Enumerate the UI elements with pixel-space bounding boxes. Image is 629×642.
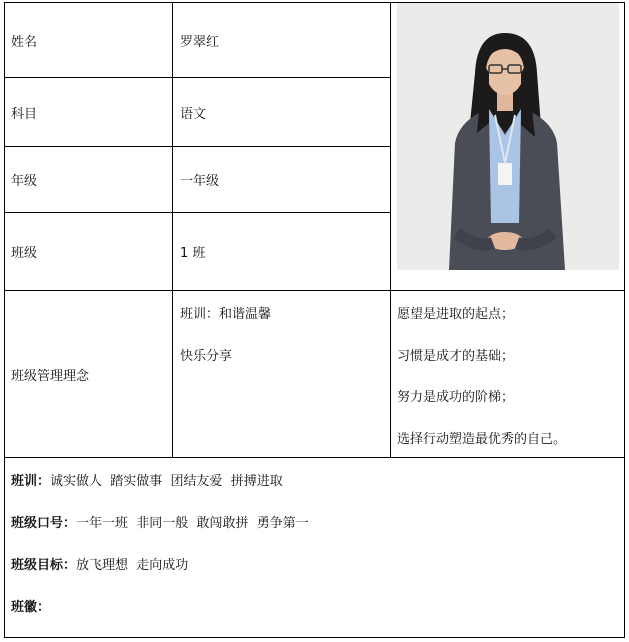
grade-value: 一年级 [180,174,220,189]
quote-line: 努力是成功的阶梯； [397,390,515,405]
class-motto-value: 诚实做人 踏实做事 团结友爱 拼搏进取 [50,474,283,489]
class-value-cell [173,213,390,290]
class-info-section [4,458,624,637]
quote-line: 愿望是进取的起点； [397,307,515,322]
class-value: 1 班 [180,246,206,261]
subject-label-cell [4,78,172,146]
class-goal-line [11,554,188,573]
grade-label-cell [4,147,172,212]
table-border-bottom [4,637,625,638]
motto-line-1: 班训：和谐温馨 [180,307,272,322]
class-goal-key: 班级目标： [11,558,77,573]
grade-value-cell [173,147,390,212]
class-slogan-key: 班级口号： [11,516,77,531]
class-motto-key: 班训： [11,474,51,489]
name-label-cell [4,3,172,77]
class-label: 班级 [11,246,38,261]
grade-label: 年级 [11,174,38,189]
class-badge-key: 班徽： [11,600,51,615]
motto-line-2: 快乐分享 [180,349,233,364]
name-value: 罗翠红 [180,34,220,50]
teacher-profile-table [4,2,625,638]
quote-line: 习惯是成才的基础； [397,349,515,364]
class-badge-line [11,596,50,615]
name-label: 姓名 [11,34,38,50]
subject-label: 科目 [11,106,38,122]
class-label-cell [4,213,172,290]
class-motto-line [11,470,283,489]
class-slogan-line [11,512,309,531]
philosophy-label-cell [4,291,172,457]
table-border-right [624,2,625,638]
teacher-portrait-image [397,3,619,270]
subject-value: 语文 [180,106,207,122]
quote-line: 选择行动塑造最优秀的自己。 [397,432,567,447]
class-goal-value: 放飞理想 走向成功 [76,558,189,573]
philosophy-quotes-cell [391,291,624,457]
subject-value-cell [173,78,390,146]
class-slogan-value: 一年一班 非同一般 敢闯敢拼 勇争第一 [76,516,309,531]
teacher-photo [397,3,619,270]
name-value-cell [173,3,390,77]
philosophy-label: 班级管理理念 [11,368,90,384]
philosophy-motto-cell [173,291,390,457]
